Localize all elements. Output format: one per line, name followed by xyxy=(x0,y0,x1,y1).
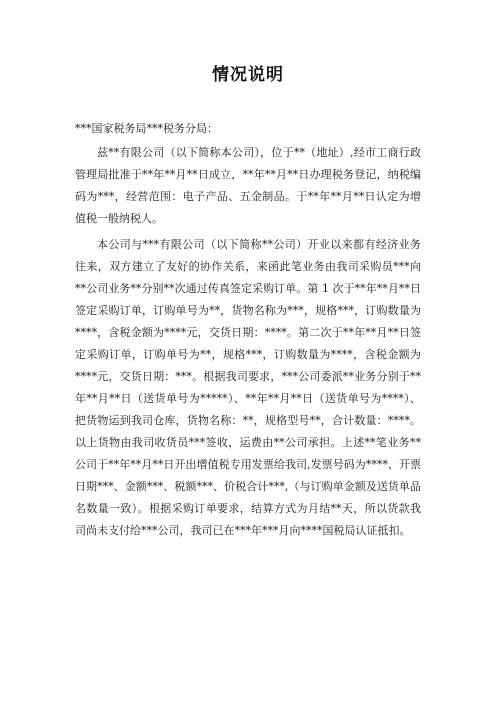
salutation: ***国家税务局***税务分局： xyxy=(75,122,218,135)
paragraph-business-details: 本公司与***有限公司（以下简称**公司）开业以来都有经济业务往来，双方建立了友好的协作关系，来函此笔业务由我司采购员***向**公司业务**分别**次通过传真签定采购订单。第 1 次于**年**月**日签定采购订单，订购单号为**，货物名称为***，规格***，订购数量为****，含税金额为****元，交货日期：****。第二次于**年**月**日签定采购订单，订购单号为**，规格***，订购数量为****，含税金额为****元，交货日期：***。根据我司要求，***公司委派**业务分别于**年**月**日（送货单号为*****）、**年**月**日（送货单号为****）、把货物运到我司仓库，货物名称：**，规格型号**，合计数量：****。以上货物由我司收货员***签收，运费由**公司承担。上述**笔业务**公司于**年**月**日开出增值税专用发票给我司,发票号码为****、开票日期***、金额***、税额***、价税合计***,（与订购单金额及送货单品名数量一致）。根据采购订单要求，结算方式为月结**天，所以货款我司尚未支付给***公司，我司已在***年***月向****国税局认证抵扣。 xyxy=(75,238,421,537)
document-body xyxy=(75,118,421,542)
document-title: 情况说明 xyxy=(212,65,284,85)
paragraph-company-info: 兹**有限公司（以下简称本公司），位于**（地址）,经市工商行政管理局批准于**年**月**日成立，**年**月**日办理税务登记，纳税编码为***，经营范围：电子产品、五金制品。于**年**月**日认定为增值税一般纳税人。 xyxy=(75,146,421,225)
